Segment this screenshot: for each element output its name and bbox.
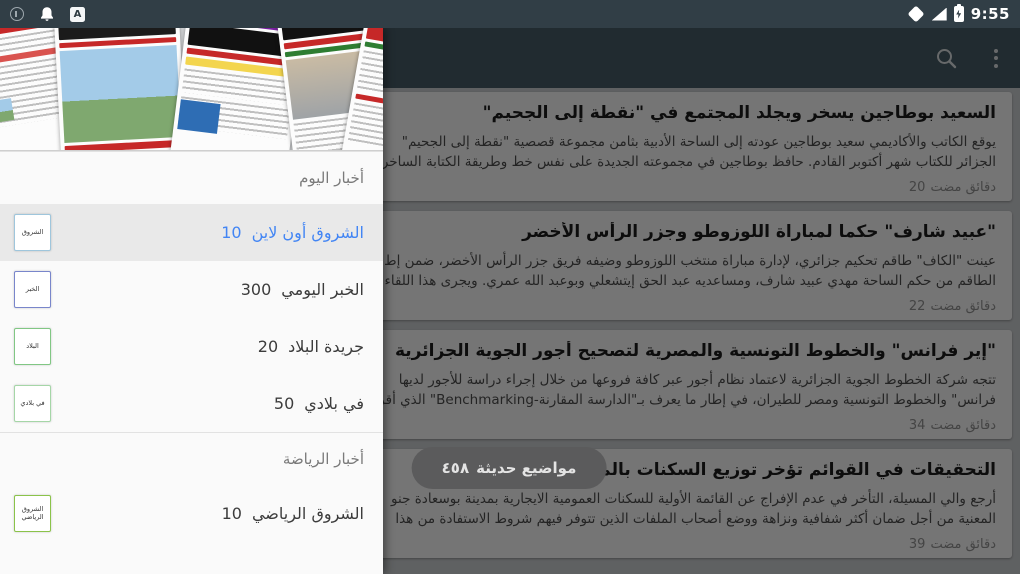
status-notification-icons	[10, 6, 85, 23]
navigation-drawer	[0, 28, 383, 574]
drawer-item-label: الشروق الرياضي 10	[221, 504, 364, 523]
newspaper-logo-icon: في بلادي	[14, 385, 51, 422]
drawer-item-echorouk-online[interactable]	[0, 204, 383, 261]
drawer-section-sports-news: أخبار الرياضة	[0, 432, 383, 485]
new-topics-toast: مواضيع حديثة ٤٥٨	[412, 447, 607, 489]
drawer-item-label: الخبر اليومي 300	[240, 280, 364, 299]
drawer-section-today-news: أخبار اليوم	[0, 151, 383, 204]
clock: 9:55	[970, 5, 1010, 23]
drawer-item-label: جريدة البلاد 20	[257, 337, 364, 356]
drawer-item-elbilad[interactable]	[0, 318, 383, 375]
circle-outline-icon	[10, 7, 24, 21]
drawer-item-fibiladi[interactable]	[0, 375, 383, 432]
newspaper-logo-icon: البلاد	[14, 328, 51, 365]
drawer-item-label: الشروق أون لاين 10	[221, 223, 364, 242]
status-system-icons	[910, 5, 1010, 23]
signal-icon	[932, 8, 947, 21]
newspaper-logo-icon: الخبر	[14, 271, 51, 308]
newspaper-logo-icon: الشروق الرياضي	[14, 495, 51, 532]
battery-charging-icon	[954, 6, 964, 22]
drawer-item-echorouk-sport[interactable]	[0, 485, 383, 542]
drawer-item-label: في بلادي 50	[273, 394, 364, 413]
bell-icon	[39, 6, 55, 23]
status-bar	[0, 0, 1020, 28]
drawer-header-newspapers-image	[0, 28, 383, 151]
drawer-item-elkhabar[interactable]	[0, 261, 383, 318]
newspaper-logo-icon: الشروق	[14, 214, 51, 251]
letter-a-icon: A	[70, 7, 85, 22]
wifi-icon	[907, 6, 924, 23]
